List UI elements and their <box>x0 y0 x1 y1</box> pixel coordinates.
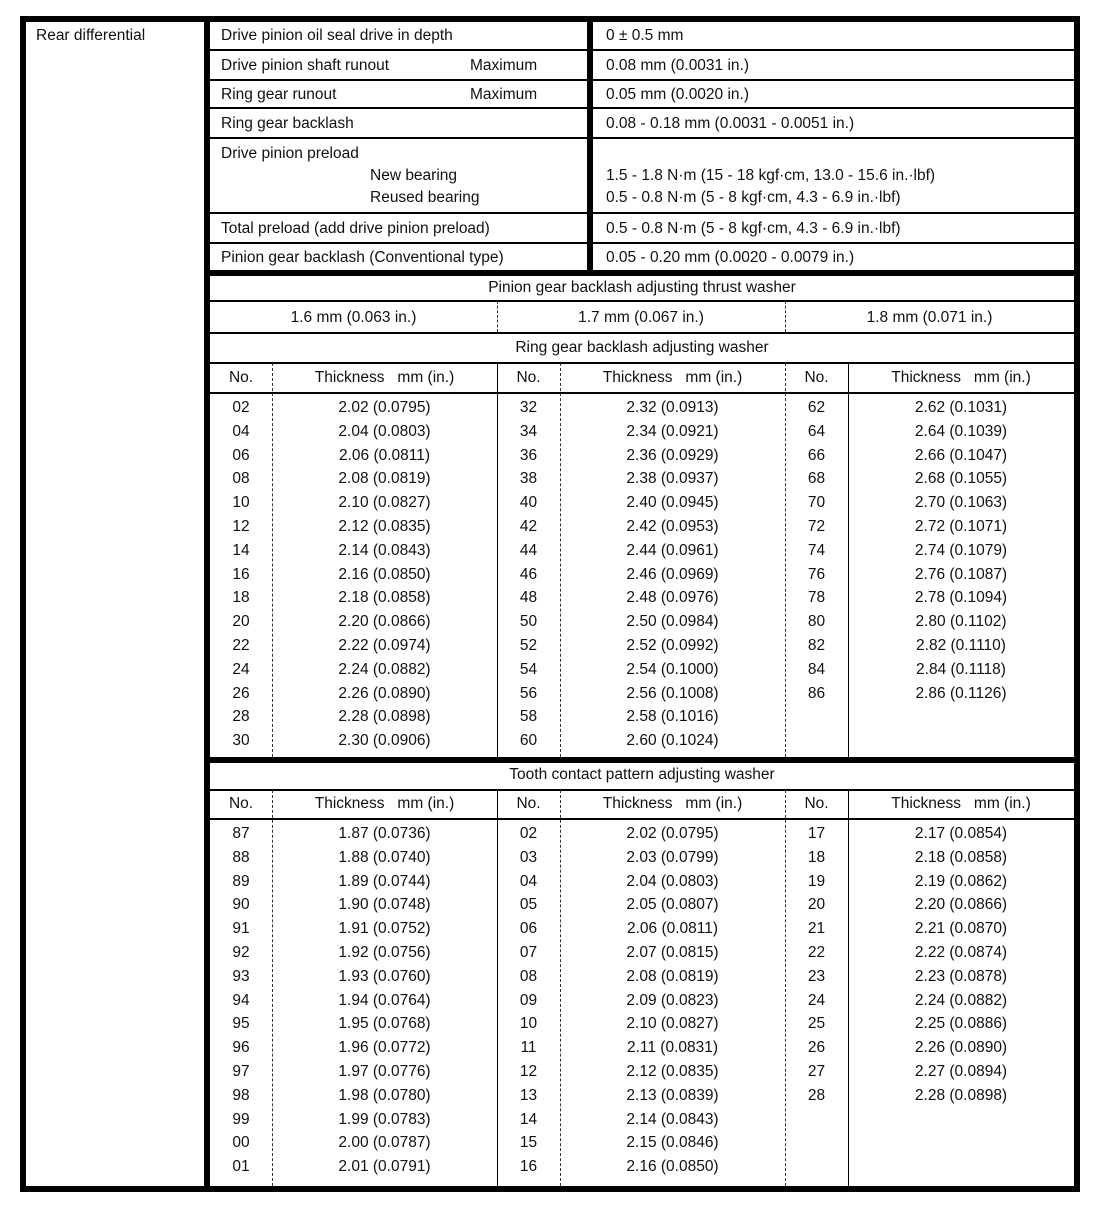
ring-gear-washer-thickness: 2.84 (0.1118) <box>916 660 1006 678</box>
tooth-contact-washer-thickness: 1.87 (0.0736) <box>338 825 431 842</box>
thrust-washer-title: Pinion gear backlash adjusting thrust washer <box>488 279 796 296</box>
tooth-contact-washer-thickness: 2.25 (0.0886) <box>914 1015 1008 1033</box>
ring-gear-washer-thickness: 2.38 (0.0937) <box>626 470 719 488</box>
row-divider <box>210 79 1074 81</box>
ring-gear-washer-no: 20 <box>232 613 250 631</box>
ring-gear-washer-thickness: 2.26 (0.0890) <box>338 684 431 702</box>
tooth-contact-washer-no: 26 <box>807 1039 826 1057</box>
spec-value: 0.05 mm (0.0020 in.) <box>606 86 750 103</box>
tooth-contact-washer-no: 04 <box>519 872 538 890</box>
spec-qualifier: Maximum <box>470 86 538 103</box>
ring-gear-washer-thickness: 2.14 (0.0843) <box>338 541 431 559</box>
ring-gear-washer-thickness: 2.06 (0.0811) <box>338 446 431 464</box>
ring-gear-washer-no: 34 <box>519 422 538 440</box>
ring-gear-washer-thickness: 2.52 (0.0992) <box>626 636 719 654</box>
ring-gear-washer-no: 72 <box>807 517 826 535</box>
tooth-contact-washer-thickness: 2.11 (0.0831) <box>626 1039 719 1057</box>
tooth-contact-no-column <box>785 822 848 1108</box>
tooth-contact-washer-no: 88 <box>232 848 250 866</box>
section-divider-horizontal <box>204 757 1074 763</box>
ring-gear-washer-no: 26 <box>232 684 250 702</box>
tooth-contact-washer-no: 00 <box>232 1134 250 1152</box>
ring-gear-washer-thickness: 2.70 (0.1063) <box>914 494 1008 512</box>
ring-gear-washer-thickness: 2.28 (0.0898) <box>338 708 431 726</box>
header-thickness: Thickness mm (in.) <box>314 369 455 386</box>
ring-gear-washer-no: 44 <box>519 541 538 559</box>
tooth-contact-washer-no: 15 <box>519 1134 538 1152</box>
ring-gear-washer-thickness: 2.16 (0.0850) <box>338 565 431 583</box>
ring-gear-washer-no: 04 <box>232 422 250 440</box>
row-divider <box>210 107 1074 109</box>
ring-gear-washer-no: 86 <box>807 684 826 702</box>
tooth-contact-washer-thickness: 2.01 (0.0791) <box>338 1158 431 1176</box>
ring-gear-washer-thickness: 2.78 (0.1094) <box>914 589 1008 607</box>
ring-gear-washer-thickness: 2.74 (0.1079) <box>914 541 1008 559</box>
ring-gear-thickness-column <box>848 396 1074 705</box>
row-divider <box>210 818 1074 820</box>
ring-gear-washer-no: 68 <box>807 470 826 488</box>
tooth-contact-no-column <box>497 822 560 1179</box>
ring-gear-washer-no: 76 <box>807 565 826 583</box>
header-no: No. <box>228 369 254 386</box>
ring-gear-washer-no: 58 <box>519 708 538 726</box>
ring-gear-no-column <box>210 396 272 753</box>
header-thickness: Thickness mm (in.) <box>314 795 455 812</box>
tooth-contact-washer-no: 99 <box>232 1110 250 1128</box>
tooth-contact-washer-no: 96 <box>232 1039 250 1057</box>
ring-gear-washer-no: 10 <box>232 494 250 512</box>
tooth-contact-washer-thickness: 1.92 (0.0756) <box>338 943 431 961</box>
tooth-contact-washer-thickness: 1.96 (0.0772) <box>338 1039 431 1057</box>
tooth-contact-no-column <box>210 822 272 1179</box>
ring-gear-washer-thickness: 2.56 (0.1008) <box>626 684 719 702</box>
header-no: No. <box>516 369 541 386</box>
ring-gear-washer-no: 24 <box>232 660 250 678</box>
header-no: No. <box>228 795 254 812</box>
tooth-contact-washer-no: 08 <box>519 967 538 985</box>
spec-value: 0.05 - 0.20 mm (0.0020 - 0.0079 in.) <box>606 249 855 266</box>
ring-gear-washer-thickness: 2.34 (0.0921) <box>626 422 719 440</box>
tooth-contact-washer-thickness: 1.88 (0.0740) <box>338 848 431 866</box>
tooth-contact-washer-no: 19 <box>807 872 826 890</box>
ring-gear-washer-title: Ring gear backlash adjusting washer <box>515 339 769 356</box>
tooth-contact-washer-no: 87 <box>232 825 250 842</box>
ring-gear-washer-no: 74 <box>807 541 826 559</box>
ring-gear-washer-no: 78 <box>807 589 826 607</box>
ring-gear-washer-no: 82 <box>807 636 826 654</box>
spec-value: 0.08 mm (0.0031 in.) <box>606 57 750 74</box>
tooth-contact-washer-no: 01 <box>232 1158 250 1176</box>
spec-block-bottom <box>204 270 1074 276</box>
tooth-contact-washer-no: 25 <box>807 1015 826 1033</box>
ring-gear-washer-no: 02 <box>232 399 250 416</box>
ring-gear-washer-no: 60 <box>519 732 538 750</box>
ring-gear-washer-thickness: 2.22 (0.0974) <box>338 636 431 654</box>
tooth-contact-washer-thickness: 1.93 (0.0760) <box>338 967 431 985</box>
tooth-contact-washer-thickness: 2.00 (0.0787) <box>338 1134 431 1152</box>
spec-label: Drive pinion shaft runout <box>221 57 390 74</box>
header-no: No. <box>804 795 829 812</box>
tooth-contact-washer-title: Tooth contact pattern adjusting washer <box>509 766 775 783</box>
ring-gear-washer-no: 38 <box>519 470 538 488</box>
ring-gear-no-column <box>497 396 560 753</box>
spec-sub-label: New bearing <box>370 167 458 184</box>
tooth-contact-washer-no: 14 <box>519 1110 538 1128</box>
tooth-contact-washer-no: 92 <box>232 943 250 961</box>
tooth-contact-washer-no: 16 <box>519 1158 538 1176</box>
spec-value: 0 ± 0.5 mm <box>606 27 684 44</box>
tooth-contact-washer-thickness: 1.97 (0.0776) <box>338 1062 431 1080</box>
tooth-contact-washer-thickness: 2.19 (0.0862) <box>914 872 1008 890</box>
ring-gear-washer-no: 14 <box>232 541 250 559</box>
ring-gear-washer-thickness: 2.02 (0.0795) <box>338 399 431 416</box>
header-no: No. <box>516 795 541 812</box>
tooth-contact-washer-no: 22 <box>807 943 826 961</box>
row-divider <box>210 392 1074 394</box>
header-no: No. <box>804 369 829 386</box>
header-thickness: Thickness mm (in.) <box>891 795 1031 812</box>
ring-gear-thickness-column <box>560 396 785 753</box>
tooth-contact-washer-no: 27 <box>807 1062 826 1080</box>
ring-gear-washer-no: 48 <box>519 589 538 607</box>
ring-gear-washer-thickness: 2.64 (0.1039) <box>914 422 1008 440</box>
tooth-contact-washer-no: 21 <box>807 920 826 938</box>
row-divider <box>210 362 1074 364</box>
tooth-contact-washer-thickness: 2.09 (0.0823) <box>626 991 719 1009</box>
tooth-contact-washer-thickness: 1.90 (0.0748) <box>338 896 431 914</box>
tooth-contact-washer-no: 97 <box>232 1062 250 1080</box>
tooth-contact-washer-no: 13 <box>519 1086 538 1104</box>
tooth-contact-washer-no: 94 <box>232 991 250 1009</box>
tooth-contact-washer-no: 09 <box>519 991 538 1009</box>
tooth-contact-washer-thickness: 2.16 (0.0850) <box>626 1158 719 1176</box>
tooth-contact-washer-thickness: 1.89 (0.0744) <box>338 872 431 890</box>
tooth-contact-washer-no: 90 <box>232 896 250 914</box>
tooth-contact-washer-thickness: 2.15 (0.0846) <box>626 1134 719 1152</box>
ring-gear-washer-no: 28 <box>232 708 250 726</box>
header-thickness: Thickness mm (in.) <box>891 369 1031 386</box>
tooth-contact-washer-no: 17 <box>807 825 826 842</box>
tooth-contact-washer-thickness: 1.98 (0.0780) <box>338 1086 431 1104</box>
row-divider <box>210 242 1074 244</box>
tooth-contact-washer-thickness: 1.95 (0.0768) <box>338 1015 431 1033</box>
tooth-contact-washer-no: 89 <box>232 872 250 890</box>
spec-value: 0.5 - 0.8 N·m (5 - 8 kgf·cm, 4.3 - 6.9 in.·lbf) <box>606 189 901 206</box>
tooth-contact-washer-no: 05 <box>519 896 538 914</box>
ring-gear-washer-thickness: 2.18 (0.0858) <box>338 589 431 607</box>
ring-gear-washer-thickness: 2.50 (0.0984) <box>626 613 719 631</box>
ring-gear-washer-no: 36 <box>519 446 538 464</box>
ring-gear-washer-no: 32 <box>519 399 538 416</box>
tooth-contact-washer-thickness: 2.26 (0.0890) <box>914 1039 1008 1057</box>
tooth-contact-washer-thickness: 2.27 (0.0894) <box>914 1062 1008 1080</box>
ring-gear-washer-thickness: 2.72 (0.1071) <box>914 517 1008 535</box>
spec-label: Drive pinion oil seal drive in depth <box>221 27 453 44</box>
spec-label: Drive pinion preload <box>221 145 359 162</box>
spec-label: Ring gear runout <box>221 86 337 103</box>
ring-gear-washer-thickness: 2.62 (0.1031) <box>914 399 1008 416</box>
spec-value-divider <box>587 22 593 272</box>
ring-gear-washer-thickness: 2.48 (0.0976) <box>626 589 719 607</box>
ring-gear-washer-no: 30 <box>232 732 250 750</box>
ring-gear-washer-thickness: 2.58 (0.1016) <box>626 708 719 726</box>
ring-gear-washer-no: 56 <box>519 684 538 702</box>
tooth-contact-washer-thickness: 2.04 (0.0803) <box>626 872 719 890</box>
row-divider <box>210 332 1074 334</box>
ring-gear-washer-thickness: 2.24 (0.0882) <box>338 660 431 678</box>
spec-value: 0.5 - 0.8 N·m (5 - 8 kgf·cm, 4.3 - 6.9 in.·lbf) <box>606 220 901 237</box>
tooth-contact-washer-no: 91 <box>232 920 250 938</box>
ring-gear-washer-no: 16 <box>232 565 250 583</box>
ring-gear-washer-no: 66 <box>807 446 826 464</box>
ring-gear-washer-no: 54 <box>519 660 538 678</box>
tooth-contact-washer-no: 20 <box>807 896 826 914</box>
ring-gear-thickness-column <box>272 396 497 753</box>
ring-gear-no-column <box>785 396 848 705</box>
tooth-contact-washer-thickness: 2.07 (0.0815) <box>626 943 719 961</box>
ring-gear-washer-no: 62 <box>807 399 826 416</box>
tooth-contact-washer-thickness: 2.10 (0.0827) <box>626 1015 719 1033</box>
header-thickness: Thickness mm (in.) <box>602 369 743 386</box>
ring-gear-washer-thickness: 2.42 (0.0953) <box>626 517 719 535</box>
tooth-contact-washer-thickness: 2.24 (0.0882) <box>914 991 1008 1009</box>
spec-sub-label: Reused bearing <box>370 189 480 206</box>
tooth-contact-washer-thickness: 2.22 (0.0874) <box>914 943 1008 961</box>
tooth-contact-thickness-column <box>848 822 1074 1108</box>
tooth-contact-washer-no: 18 <box>807 848 826 866</box>
tooth-contact-washer-no: 11 <box>520 1039 537 1057</box>
ring-gear-washer-thickness: 2.10 (0.0827) <box>338 494 431 512</box>
ring-gear-washer-no: 70 <box>807 494 826 512</box>
ring-gear-washer-thickness: 2.46 (0.0969) <box>626 565 719 583</box>
tooth-contact-washer-thickness: 2.17 (0.0854) <box>914 825 1008 842</box>
tooth-contact-washer-thickness: 1.91 (0.0752) <box>338 920 431 938</box>
row-divider <box>210 49 1074 51</box>
ring-gear-washer-no: 22 <box>232 636 250 654</box>
tooth-contact-washer-thickness: 1.94 (0.0764) <box>338 991 431 1009</box>
spec-value: 1.5 - 1.8 N·m (15 - 18 kgf·cm, 13.0 - 15.6 in.·lbf) <box>606 167 936 184</box>
tooth-contact-washer-no: 12 <box>519 1062 538 1080</box>
tooth-contact-washer-thickness: 2.13 (0.0839) <box>626 1086 719 1104</box>
tooth-contact-washer-thickness: 2.08 (0.0819) <box>626 967 719 985</box>
spec-label: Total preload (add drive pinion preload) <box>221 220 490 237</box>
spec-label: Ring gear backlash <box>221 115 354 132</box>
tooth-contact-washer-thickness: 2.20 (0.0866) <box>914 896 1008 914</box>
ring-gear-washer-no: 64 <box>807 422 826 440</box>
ring-gear-washer-no: 84 <box>807 660 826 678</box>
ring-gear-washer-thickness: 2.66 (0.1047) <box>914 446 1008 464</box>
tooth-contact-washer-thickness: 2.03 (0.0799) <box>626 848 719 866</box>
ring-gear-washer-thickness: 2.44 (0.0961) <box>626 541 719 559</box>
ring-gear-washer-thickness: 2.08 (0.0819) <box>338 470 431 488</box>
thrust-washer-value: 1.7 mm (0.067 in.) <box>578 309 704 326</box>
ring-gear-washer-no: 06 <box>232 446 250 464</box>
row-divider <box>210 212 1074 214</box>
tooth-contact-washer-no: 02 <box>519 825 538 842</box>
ring-gear-washer-no: 42 <box>519 517 538 535</box>
tooth-contact-washer-no: 10 <box>519 1015 538 1033</box>
ring-gear-washer-thickness: 2.04 (0.0803) <box>338 422 431 440</box>
tooth-contact-thickness-column <box>272 822 497 1179</box>
ring-gear-washer-no: 52 <box>519 636 538 654</box>
spec-qualifier: Maximum <box>470 57 538 74</box>
ring-gear-washer-thickness: 2.30 (0.0906) <box>338 732 431 750</box>
tooth-contact-washer-no: 07 <box>519 943 538 961</box>
header-thickness: Thickness mm (in.) <box>602 795 743 812</box>
tooth-contact-washer-thickness: 2.12 (0.0835) <box>626 1062 719 1080</box>
tooth-contact-washer-thickness: 2.14 (0.0843) <box>626 1110 719 1128</box>
thrust-washer-value: 1.8 mm (0.071 in.) <box>866 309 993 326</box>
ring-gear-washer-thickness: 2.68 (0.1055) <box>914 470 1008 488</box>
row-divider <box>210 137 1074 139</box>
ring-gear-washer-no: 46 <box>519 565 538 583</box>
tooth-contact-washer-thickness: 2.28 (0.0898) <box>914 1086 1008 1104</box>
ring-gear-washer-thickness: 2.54 (0.1000) <box>626 660 719 678</box>
ring-gear-washer-thickness: 2.60 (0.1024) <box>626 732 719 750</box>
ring-gear-washer-thickness: 2.76 (0.1087) <box>914 565 1008 583</box>
ring-gear-washer-no: 40 <box>519 494 538 512</box>
ring-gear-washer-no: 18 <box>232 589 250 607</box>
ring-gear-washer-no: 50 <box>519 613 538 631</box>
row-divider <box>210 300 1074 302</box>
tooth-contact-thickness-column <box>560 822 785 1179</box>
tooth-contact-washer-thickness: 2.21 (0.0870) <box>914 920 1008 938</box>
tooth-contact-washer-no: 24 <box>807 991 826 1009</box>
tooth-contact-washer-no: 93 <box>232 967 250 985</box>
tooth-contact-washer-thickness: 2.05 (0.0807) <box>626 896 719 914</box>
tooth-contact-washer-thickness: 2.23 (0.0878) <box>914 967 1008 985</box>
spec-value: 0.08 - 0.18 mm (0.0031 - 0.0051 in.) <box>606 115 855 132</box>
ring-gear-washer-thickness: 2.12 (0.0835) <box>338 517 431 535</box>
thrust-washer-value: 1.6 mm (0.063 in.) <box>290 309 417 326</box>
ring-gear-washer-thickness: 2.20 (0.0866) <box>338 613 431 631</box>
tooth-contact-washer-no: 06 <box>519 920 538 938</box>
tooth-contact-washer-no: 28 <box>807 1086 826 1104</box>
tooth-contact-washer-thickness: 2.06 (0.0811) <box>626 920 719 938</box>
ring-gear-washer-no: 80 <box>807 613 826 631</box>
ring-gear-washer-thickness: 2.36 (0.0929) <box>626 446 719 464</box>
ring-gear-washer-thickness: 2.82 (0.1110) <box>916 636 1006 654</box>
spec-label: Pinion gear backlash (Conventional type) <box>221 249 504 266</box>
ring-gear-washer-thickness: 2.86 (0.1126) <box>915 684 1007 702</box>
row-divider <box>210 789 1074 791</box>
ring-gear-washer-no: 08 <box>232 470 250 488</box>
tooth-contact-washer-thickness: 2.18 (0.0858) <box>914 848 1008 866</box>
section-label: Rear differential <box>36 27 146 44</box>
ring-gear-washer-thickness: 2.80 (0.1102) <box>915 613 1007 631</box>
ring-gear-washer-no: 12 <box>232 517 250 535</box>
ring-gear-washer-thickness: 2.32 (0.0913) <box>626 399 719 416</box>
tooth-contact-washer-thickness: 1.99 (0.0783) <box>338 1110 431 1128</box>
tooth-contact-washer-thickness: 2.02 (0.0795) <box>626 825 719 842</box>
tooth-contact-washer-no: 95 <box>232 1015 250 1033</box>
tooth-contact-washer-no: 98 <box>232 1086 250 1104</box>
tooth-contact-washer-no: 03 <box>519 848 538 866</box>
ring-gear-washer-thickness: 2.40 (0.0945) <box>626 494 719 512</box>
tooth-contact-washer-no: 23 <box>807 967 826 985</box>
